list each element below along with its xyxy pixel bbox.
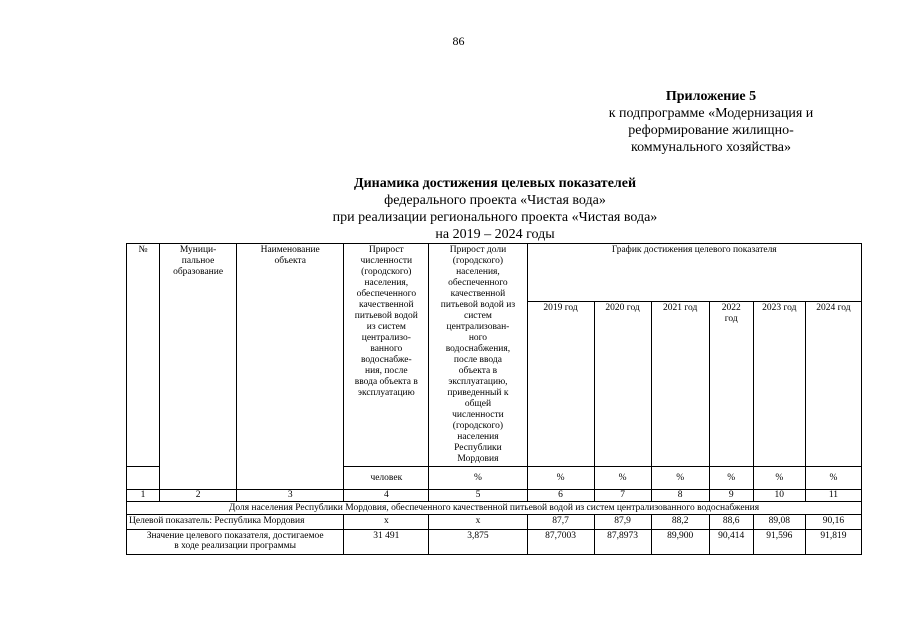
row-value-2024: 91,819	[805, 530, 861, 555]
unit-year-2023: %	[753, 467, 805, 490]
header-year-2023: 2023 год	[753, 302, 805, 467]
header-municipality: Муници- пальное образование	[160, 244, 237, 490]
column-number: 11	[805, 490, 861, 502]
column-number: 10	[753, 490, 805, 502]
heading-title: Динамика достижения целевых показателей	[353, 176, 637, 191]
row-value-2023: 89,08	[753, 515, 805, 530]
column-number: 5	[429, 490, 527, 502]
unit-year-2022: %	[709, 467, 753, 490]
row-label: Целевой показатель: Республика Мордовия	[127, 515, 344, 530]
appendix-block	[581, 88, 841, 156]
row-value-2024: 90,16	[805, 515, 861, 530]
row-value-2019: 87,7003	[527, 530, 594, 555]
column-number: 6	[527, 490, 594, 502]
unit-growth-count: человек	[344, 467, 429, 490]
section-row	[127, 502, 862, 515]
unit-year-2020: %	[594, 467, 651, 490]
table-row	[127, 530, 862, 555]
row-growth-share: 3,875	[429, 530, 527, 555]
header-year-2021: 2021 год	[651, 302, 709, 467]
heading-line-3: при реализации регионального проекта «Чистая вода»	[332, 210, 658, 225]
row-label: Значение целевого показателя, достигаемое в ходе реализации программы	[127, 530, 344, 555]
unit-growth-share: %	[429, 467, 527, 490]
column-numbers-row	[127, 490, 862, 502]
header-object-name: Наименование объекта	[237, 244, 344, 490]
column-number: 4	[344, 490, 429, 502]
unit-year-2019: %	[527, 467, 594, 490]
column-number: 1	[127, 490, 160, 502]
heading-line-2: федерального проекта «Чистая вода»	[384, 193, 606, 208]
column-number: 9	[709, 490, 753, 502]
row-value-2021: 88,2	[651, 515, 709, 530]
targets-table	[126, 243, 862, 555]
row-value-2020: 87,8973	[594, 530, 651, 555]
column-number: 2	[160, 490, 237, 502]
row-value-2022: 88,6	[709, 515, 753, 530]
unit-year-2021: %	[651, 467, 709, 490]
row-value-2022: 90,414	[709, 530, 753, 555]
row-growth-share: х	[429, 515, 527, 530]
header-growth-share: Прирост доли (городского) населения, обеспеченного качественной питьевой водой из систем централизован- ного водоснабжения, после ввода объекта в эксплуатацию, приведенный к общей численности (городского) населения Республики Мордовия	[429, 244, 527, 467]
page-number: 86	[452, 34, 465, 48]
unit-year-2024: %	[805, 467, 861, 490]
row-value-2023: 91,596	[753, 530, 805, 555]
row-value-2019: 87,7	[527, 515, 594, 530]
appendix-line-2: реформирование жилищно-	[628, 123, 794, 138]
row-value-2021: 89,900	[651, 530, 709, 555]
column-number: 3	[237, 490, 344, 502]
appendix-line-1: к подпрограмме «Модернизация и	[608, 106, 814, 121]
table-row	[127, 515, 862, 530]
header-year-2019: 2019 год	[527, 302, 594, 467]
header-year-2020: 2020 год	[594, 302, 651, 467]
unit-num	[127, 467, 160, 490]
header-growth-count: Прирост численности (городского) населения, обеспеченного качественной питьевой водой из систем централизо- ванного водоснабже- ния, после ввода объекта в эксплуатацию	[344, 244, 429, 467]
header-year-2022: 2022 год	[709, 302, 753, 467]
column-number: 8	[651, 490, 709, 502]
header-schedule: График достижения целевого показателя	[527, 244, 862, 302]
section-title: Доля населения Республики Мордовия, обеспеченного качественной питьевой водой из систем централизованного водоснабжения	[127, 502, 862, 515]
row-value-2020: 87,9	[594, 515, 651, 530]
document-heading	[0, 175, 917, 243]
header-year-2024: 2024 год	[805, 302, 861, 467]
header-num: №	[127, 244, 160, 467]
row-growth-count: х	[344, 515, 429, 530]
row-growth-count: 31 491	[344, 530, 429, 555]
heading-line-4: на 2019 – 2024 годы	[435, 227, 555, 242]
column-number: 7	[594, 490, 651, 502]
appendix-title: Приложение 5	[665, 89, 757, 104]
appendix-line-3: коммунального хозяйства»	[630, 140, 792, 155]
